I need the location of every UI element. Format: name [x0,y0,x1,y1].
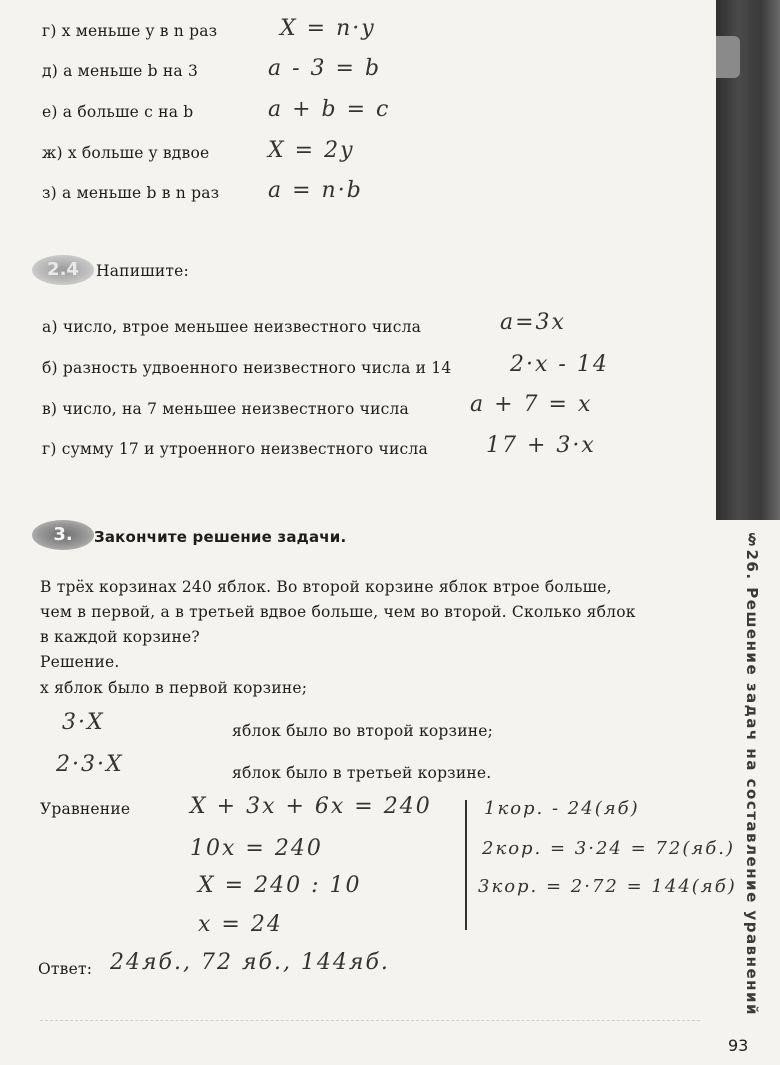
answer-value: 24яб., 72 яб., 144яб. [110,950,390,975]
item-d-label: д) a меньше b на 3 [42,62,199,80]
second-basket-text: яблок было во второй корзине; [232,722,494,740]
chapter-sidebar [716,0,780,520]
task-2-item-a-label: а) число, втрое меньшее неизвестного числа [42,318,422,336]
task-3-badge: 3. [32,520,94,550]
task-2-badge: 2.4 [32,255,94,285]
solution-first-line: x яблок было в первой корзине; [40,679,308,697]
item-zh-label: ж) x больше y вдвое [42,144,210,162]
third-basket-text: яблок было в третьей корзине. [232,764,492,782]
side-calc-1: 1кор. - 24(яб) [484,798,640,819]
item-z-label: з) a меньше b в n раз [42,184,220,202]
problem-line-1: В трёх корзинах 240 яблок. Во второй корзине яблок втрое больше, [40,578,612,596]
calculation-divider [465,800,467,930]
task-2-item-b-label: б) разность удвоенного неизвестного числа и 14 [42,359,452,377]
page-bottom-line [40,1020,700,1022]
task-2-item-g-label: г) сумму 17 и утроенного неизвестного числа [42,440,428,458]
chapter-title-vertical: §26. Решение задач на составление уравнений [743,530,761,1017]
second-basket-expression: 3·X [62,710,105,735]
item-z-answer: a = n·b [268,178,363,203]
equation-label: Уравнение [40,800,131,818]
third-basket-expression: 2·3·X [56,752,124,777]
task-2-item-g-answer: 17 + 3·x [486,433,596,458]
equation-step-3: X = 240 : 10 [198,873,362,898]
task-2-item-v-label: в) число, на 7 меньшее неизвестного числа [42,400,409,418]
item-d-answer: a - 3 = b [268,56,382,81]
task-2-item-a-answer: a=3x [500,310,566,335]
equation-step-4: x = 24 [198,912,283,937]
task-2-item-v-answer: a + 7 = x [470,392,593,417]
chapter-tab [716,36,740,78]
problem-line-2: чем в первой, а в третьей вдвое больше, чем во второй. Сколько яблок [40,603,636,621]
problem-line-3: в каждой корзине? [40,628,200,646]
page-number: 93 [728,1036,749,1055]
item-e-answer: a + b = c [268,97,391,122]
equation-step-2: 10x = 240 [190,836,323,861]
item-g-answer: X = n·y [280,16,376,41]
item-g-label: г) x меньше y в n раз [42,22,218,40]
item-zh-answer: X = 2y [268,138,355,163]
task-2-item-b-answer: 2·x - 14 [510,352,609,377]
item-e-label: е) a больше c на b [42,103,194,121]
solution-label: Решение. [40,653,120,671]
task-2-heading: Напишите: [96,262,189,280]
equation-step-1: X + 3x + 6x = 240 [190,794,432,819]
answer-label: Ответ: [38,960,93,978]
task-3-heading: Закончите решение задачи. [94,528,347,546]
side-calc-3: 3кор. = 2·72 = 144(яб) [478,876,737,897]
side-calc-2: 2кор. = 3·24 = 72(яб.) [482,838,735,859]
